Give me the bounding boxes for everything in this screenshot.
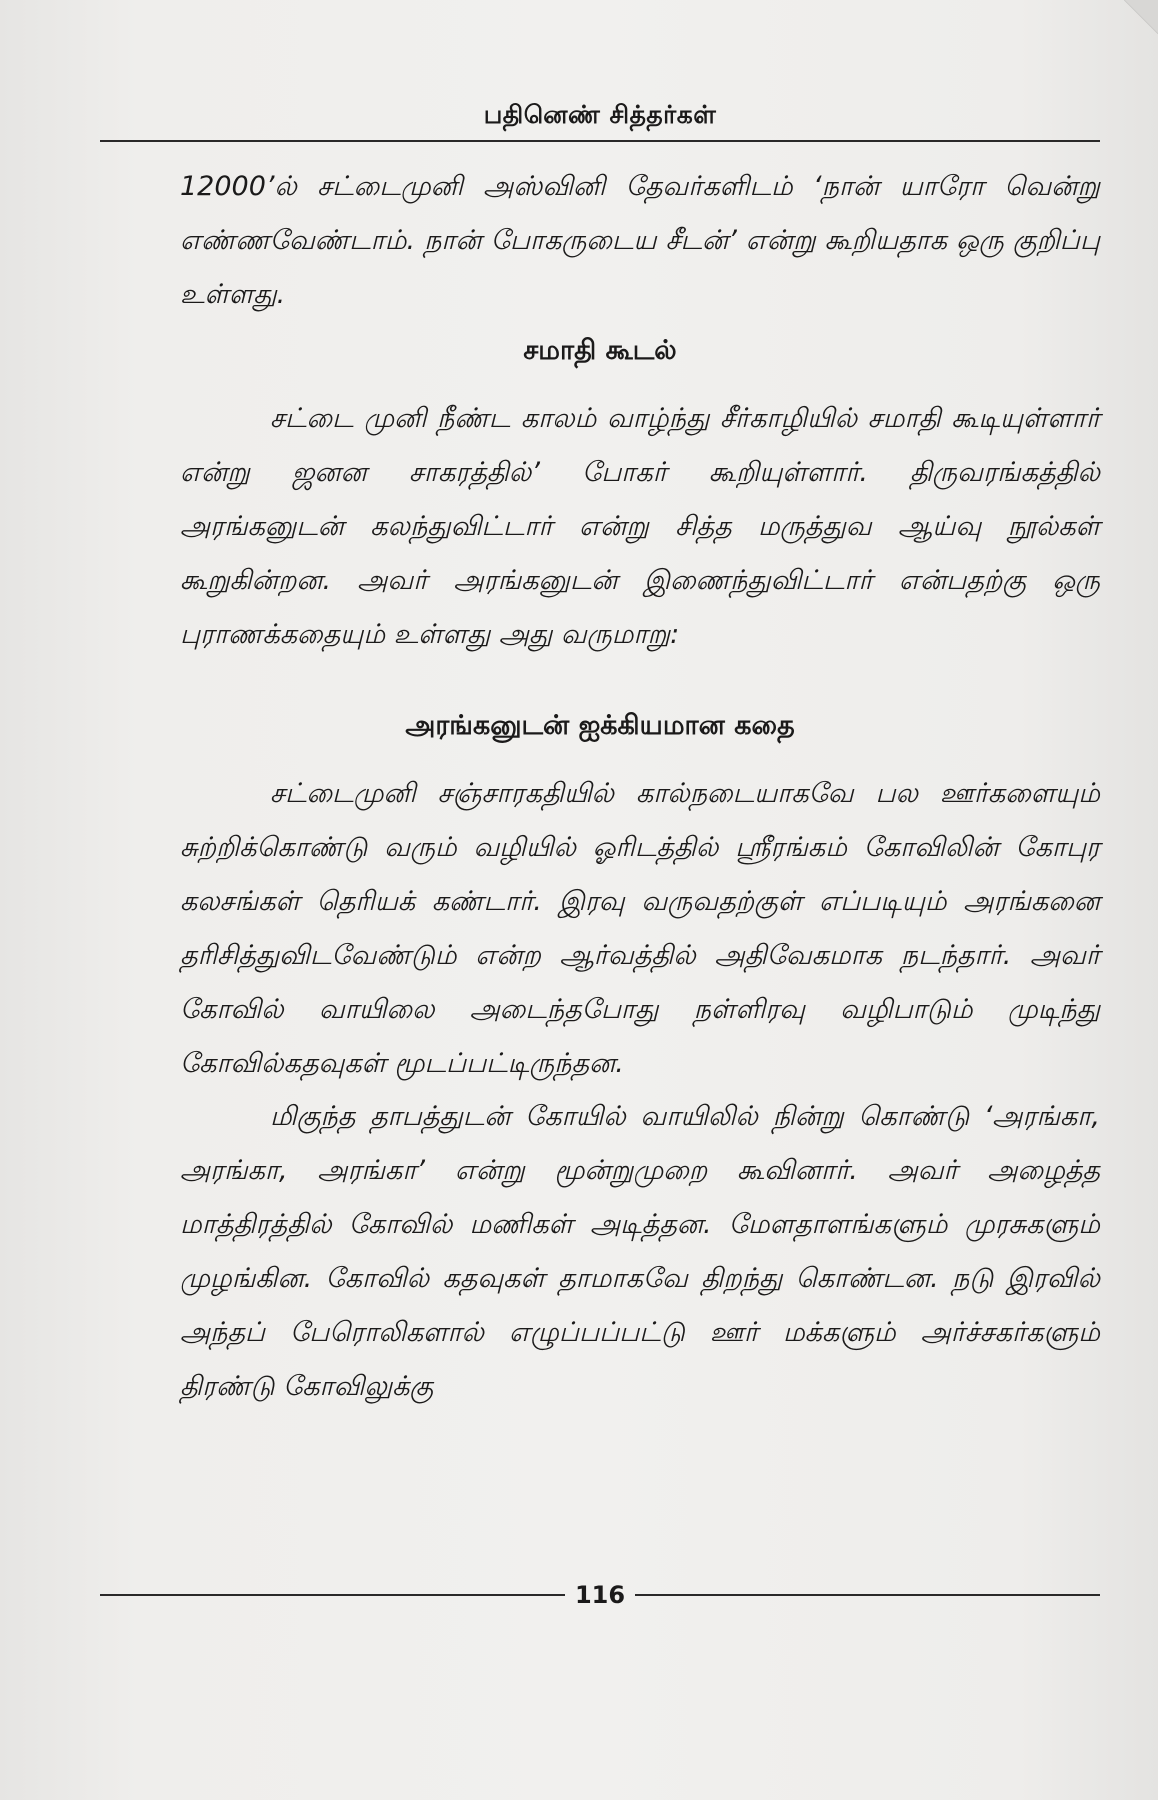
section-heading-samadhi: சமாதி கூடல்	[523, 335, 677, 366]
paragraph-samadhi: சட்டை முனி நீண்ட காலம் வாழ்ந்து சீர்காழியில் சமாதி கூடியுள்ளார் என்று ஜனன சாகரத்தில்’ போகர் கூறியுள்ளார். திருவரங்கத்தில் அரங்கனுடன் கலந்துவிட்டார் என்று சித்த மருத்துவ ஆய்வு நூல்கள் கூறுகின்றன. அவர் அரங்கனுடன் இணைந்துவிட்டார் என்பதற்கு ஒரு புராணக்கதையும் உள்ளது அது வருமாறு:	[180, 403, 1100, 650]
paragraph-intro: 12000’ல் சட்டைமுனி அஸ்வினி தேவர்களிடம் ‘நான் யாரோ வென்று எண்ணவேண்டாம். நான் போகருடைய சீடன்’ என்று கூறியதாக ஒரு குறிப்பு உள்ளது.	[180, 171, 1100, 310]
paragraph-story-2: மிகுந்த தாபத்துடன் கோயில் வாயிலில் நின்று கொண்டு ‘அரங்கா, அரங்கா, அரங்கா’ என்று மூன்றுமுறை கூவினார். அவர் அழைத்த மாத்திரத்தில் கோவில் மணிகள் அடித்தன. மேளதாளங்களும் முரசுகளும் முழங்கின. கோவில் கதவுகள் தாமாகவே திறந்து கொண்டன. நடு இரவில் அந்தப் பேரொலிகளால் எழுப்பப்பட்டு ஊர் மக்களும் அர்ச்சகர்களும் திரண்டு கோவிலுக்கு	[180, 1101, 1100, 1402]
page-footer	[100, 1580, 1100, 1610]
running-head: பதினெண் சித்தர்கள்	[483, 100, 717, 129]
page-corner	[1124, 0, 1158, 34]
page-number: 116	[574, 1581, 626, 1609]
header-rule	[100, 140, 1100, 142]
footer-rule-left	[100, 1594, 565, 1596]
paragraph-story-1: சட்டைமுனி சஞ்சாரகதியில் கால்நடையாகவே பல ஊர்களையும் சுற்றிக்கொண்டு வரும் வழியில் ஓரிடத்தில் ஸ்ரீரங்கம் கோவிலின் கோபுர கலசங்கள் தெரியக் கண்டார். இரவு வருவதற்குள் எப்படியும் அரங்கனை தரிசித்துவிடவேண்டும் என்ற ஆர்வத்தில் அதிவேகமாக நடந்தார். அவர் கோவில் வாயிலை அடைந்தபோது நள்ளிரவு வழிபாடும் முடிந்து கோவில்கதவுகள் மூடப்பட்டிருந்தன.	[180, 778, 1100, 1079]
section-heading-story: அரங்கனுடன் ஐக்கியமான கதை	[405, 710, 795, 741]
footer-rule-right	[635, 1594, 1100, 1596]
